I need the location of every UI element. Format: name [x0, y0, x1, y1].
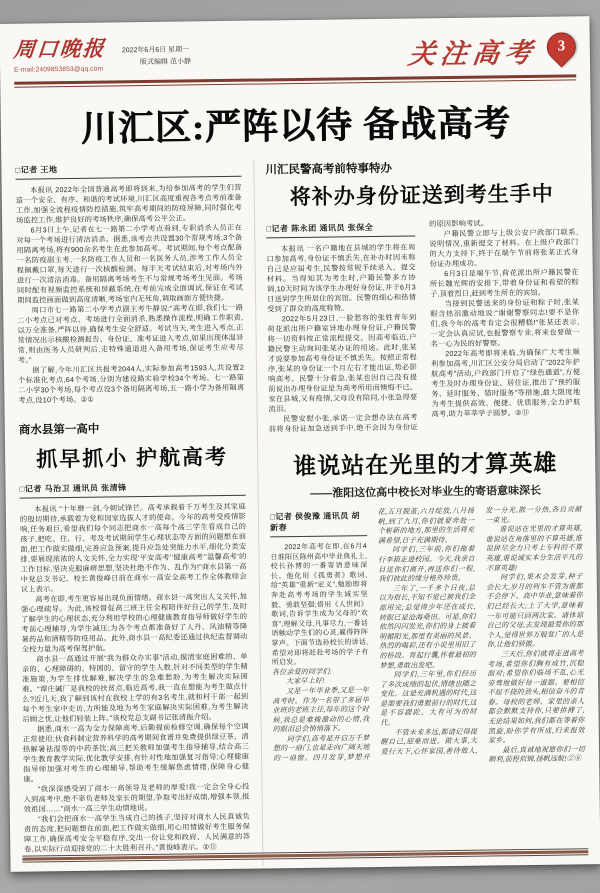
- masthead-date: 2022年6月6日 星期一: [121, 46, 190, 55]
- left-column: [15, 160, 250, 869]
- paragraph: 2022年高考在即,在6月4日淮阳区陈州高中毕业典礼上,校长孙博的一番寄语意味深长。他化用《孤勇者》歌词,给“英雄”重新“定义”,勉励即将奔赴高考考场的学生诚实坚毅、勇敢坚强;借用《人世间》歌词,告诉学生成为父母的“欢喜”,理解父母,凡事尽力,一番话语触动学生们的心灵,赢得阵阵掌声。下面节选孙校长的讲话,希望对即将赶赴考场的学子有所启发。: [270, 543, 369, 667]
- paragraph: 商水县一高通过开展“我为群众办实事”活动,摸清家庭困难的、单亲的、心理障碍的、特困的、留守的学生人数,针对不同类型的学生精准施策,为学生排忧解难,解决学生的急难愁盼,为考生解决实际困难。“谭庄碱厂是我校的扶贫点,临近高考,我一直在想能为考生做点什么?近几天,我了解到该村在我校上学的有3名考生,就和村干部一起到每个考生家中走访,力所能及地为考生家庭解决实际困难,为考生解决后顾之忧,让他们轻装上阵。”该校党总支副书记张清振介绍。: [21, 651, 249, 724]
- letter-paragraph: 大家早上好!: [286, 677, 325, 686]
- byline: □记者 侯俊豫 通讯员 胡新春: [270, 510, 367, 537]
- article-principal-speech: [269, 444, 585, 768]
- paragraph: 据了解,今年川汇区共报考2044人,实际参加高考1593人,共设置2个标准化考点,64个考场,分别为建设路实验学校34个考场、七一路第二小学30个考场,每个考点设3个备用隔离考场,五一路小学为备用隔离考点,设10个考场。②①: [18, 362, 245, 405]
- article-body-two-columns: [266, 217, 581, 434]
- page-number: 3: [557, 38, 566, 55]
- masthead-email: E-mail:2409853853@qq.com: [14, 65, 104, 74]
- paragraph: 周口市七一路第二小学考点副主考牛静说:“高考在即,我们七一路二小考点已对考点、考场进行全面消杀,熟悉操作流程,明确工作职责,以万全准备,严阵以待,确保考生安全舒适。考试当天,考生进入考点,正常情况出示核酸检测报告、身份证、准考证进入考点,如果出现体温异常,则由医务人员研判后,走特殊通道进入备用考场,保证考生应考尽考。”: [17, 302, 244, 365]
- letter-paragraph: 又是一年毕业季,又是一年高考时。作为一名带了多届毕业班的老班主任,每年的这个时候,我总是难掩激动的心情,我的眼泪总会悄悄落下。: [272, 686, 370, 734]
- article-headline: 将补办身份证送到考生手中: [289, 182, 554, 210]
- page-number-pin-icon: [541, 27, 582, 68]
- paragraph: 当接到民警送来的身份证和粽子时,张某眼含热泪激动地说:“谢谢警察同志!要不是你们,我今年的高考肯定会很糟糕!”张某还表示,一定会认真应试,也报警察专业,将来也要做一名一心为民的好警察。: [430, 297, 580, 349]
- letter-paragraph: 三天后,你们就将走进高考考场,希望你们胸有成竹,沉稳面对;希望你们临场不乱,心无旁骛地做好每一道题。要相信不屈不挠的劲头,相信奋斗的青春。母校的老师、家里的亲人都会默默支持你,只要拼搏了,无论结果如何,我们都在等着你凯旋,盼你学有所成,归来报效家乡。: [487, 649, 585, 745]
- article-body: [16, 183, 245, 406]
- article-kicker: 商水县第一高中: [18, 423, 100, 437]
- letter-paragraph: 同学们,三年前,你们拖着行李箱走进校园。今天,我亲自目送你们离开,再送你们一程,我们彼此的缘分格外珍贵。: [378, 545, 476, 584]
- letter-paragraph: 同学们,果木会发芽,种子会长大,岁月的列车不管为谁都不会停下。高中毕业,意味着你们已经长大;上了大学,意味着一年可能只回两次家。请体谅自己的父母,去发现最爱你的那个人,觉得世界万般宽广的人是你,让他们骄傲。: [486, 572, 584, 649]
- letter-paragraph: 同学们,三年里,你们经历了多次成绩的起伏,情绪也随之变化。这是充满机遇的时代,这是需要我们勇毅前行的时代,这是不容蹉跎、大有可为的时代。: [379, 669, 477, 728]
- masthead-editor: 版式编辑 范小静: [139, 58, 191, 66]
- article-shangshui-no1-high: [19, 419, 251, 855]
- newspaper-logo: 周口晚报: [12, 36, 107, 62]
- page-content: [15, 155, 586, 868]
- paragraph: 2022年5月23日,一脸愁容的张姓青年到荷花派出所户籍室异地办理身份证,户籍民警将一切资料按正常流程提交。因高考临近,户籍民警主动询问张某办证的用途。此时,张某才说要参加高考身份证不慎丢失。按照正常程序,张某的身份证一个月左右才能出证,势必影响高考。民警十分着急,张某也因自己没有提前说出办理身份证是为高考所用而懊悔不已。家在县城,又有疫情,父母没有陪同,小张急得要流泪。: [267, 312, 418, 414]
- article-headline: 抓早抓小 护航高考: [36, 445, 229, 472]
- article-chuanhui-district: [15, 162, 244, 406]
- masthead-logo-block: [14, 33, 107, 74]
- article-headline: 谁说站在光里的才算英雄: [293, 449, 558, 480]
- letter-paragraph: 三年了,一千多个日夜,总以为很长,不知不觉已被我们全部用完;总觉得少年还在成长,转眼已是沧海桑田。可是,你们依然闪闪发光,你们的身上披着明媚阳光,那里有美丽的风景、热烈的喝彩,还有小说里用旧了的桥段。背起行囊,怀着最初的梦想,勇敢出发吧。: [378, 583, 477, 670]
- article-id-card-delivery: [265, 157, 581, 434]
- section-title: 关注高考: [406, 37, 539, 70]
- paragraph: 本报讯 一名户籍地在县城的学生将在周口参加高考,身份证不慎丢失,在补办时因未称自己是应届考生,民警按常规手续录入、提交材料。当得知其为考生时,户籍民警多方协调,10天时间为该学生办理好身份证,并于6月3日送到学生所居住的宾馆。民警的细心和热情受到了群众的高度称赞。: [266, 242, 417, 314]
- paragraph: 高考在即,考生更容易出现负面情绪。商水县一高突出人文关怀,加强心理疏导。为此,该校督促高三班主任全程陪伴好自己的学生,及时了解学生的心理状态,充分利用学校的心理健康教育指导师做好学生的考前心理辅导,为学生减压;为各个考点都准备好了人丹、风油精等降暑药品和酒精等防疫用品。此外,商水县一高纪委还通过执纪监督调动全校力量为高考保驾护航。: [21, 591, 248, 654]
- letter-paragraph: 最后,真诚地祝愿你们一切顺利,前程似锦,扬帆远航!②⑧: [488, 745, 586, 764]
- byline: □记者 马治卫 通讯员 张清锋: [19, 481, 245, 499]
- letter-paragraph: 不管未来多远,都请记得提醒自己,迎难而进。做大事,大爱行天下,心怀家国,善待他人,发一分光,散一分热,各自贡献一束光。: [380, 505, 582, 756]
- paragraph: 6月3日是端午节,荷花派出所户籍民警在所长魏光辉的安排下,带着身份证和看望的粽子,顶着烈日,赶到考生所在的宾馆。: [429, 267, 579, 299]
- article-kicker: 川汇民警高考前特事特办: [265, 162, 392, 177]
- paragraph: 户籍民警立即与上级公安户政部门联系,说明情况,重新提交了材料。在上级户政部门的大力支持下,终于在端午节前将张某正式身份证办理成功。: [429, 227, 579, 269]
- newspaper-page: [0, 16, 600, 872]
- byline: □记者 王地: [15, 162, 241, 180]
- paragraph: 2022年高考即将来临,为确保广大考生顺利参加高考,川汇区公安分局启动了“2022年护航高考”活动,户政部门开启了“绿色通道”,方便考生及时办理身份证、居住证,推出了“预约服务、延时服务、错时服务”等措施,最大限度地为考生提供高效、便捷、优质服务,全力护航高考,助力莘莘学子圆梦。②⑪: [430, 347, 581, 419]
- letter-salutation: 各位亲爱的同学们:: [271, 667, 333, 677]
- paragraph: 民警安慰小张,承诺一定会想办法在高考前将身份证加急送到手中,绝不会因为身份证的原因影响考试。: [268, 218, 489, 434]
- paragraph: 6月3日上午,记者在七一路第二小学考点看到,专职消杀人员正在对每一个考场进行清洁消杀。据悉,该考点共设置30个常规考场,3个备用隔离考场,将有900余名考生在此参加高考。考试期间,每个考点配备一名防疫副主考,一名防疫工作人员和一名医务人员,涉考工作人员全程佩戴口罩,每天进行一次核酸检测。每半天考试结束后,对考场内外进行一次清洁消毒。备用隔离考场考生不与常规考场考生见面。考场同时配有视频监控系统和屏蔽系统,在考前完成全面调试,保证在考试期间监控画面做到高度清晰,考场室内无死角,调取画面方便快捷。: [16, 222, 244, 305]
- paragraph: 本报讯 2022年全国普通高考即将到来,为给参加高考的学生们营造一个安全、有序、和谐的考试环境,川汇区高度重视各考点考前准备工作,加强全流程疫情防控措施,筑牢高考期间的防疫屏障,同时强化考场监控工作,维护良好的考场秩序,确保高考公平公正。: [15, 182, 242, 225]
- masthead: [14, 26, 577, 79]
- banner-headline: 川汇区:严阵以待 备战高考: [80, 103, 512, 149]
- paragraph: “我们会把商水一高学生当成自己的孩子,坚持对商水人民真诚负责的态度,把问题想在前面,把工作做实做细,用心用情做好考生服务保障工作,确保高考安全平稳有序,交出一份让党和政府、人民满意的答卷,以实际行动迎接党的二十大胜利召开。”黄俊峰表示。②⑪: [23, 811, 251, 854]
- masthead-date-block: [122, 44, 191, 69]
- section-header: [406, 30, 576, 71]
- article-subtitle: ——淮阳这位高中校长对毕业生的寄语意味深长: [310, 484, 542, 500]
- article-body: [20, 502, 251, 855]
- letter-paragraph: 谁说站在光里的才算英雄,谁说站在角落里的不算英雄,谁说拼尽全力只考上专科的不算英雄,谁说诚实本分生活平凡的不算英雄!: [485, 524, 583, 573]
- letter-paragraph: 同学们,高考是开启万千梦想的一扇门,也是走向广阔天地的一扇窗。四月发芽,梦想开花,五月脱茧,六月绽放,八月扬帆,到了九月,你们就要奔赴一个崭新的地方,那里的生活将充满希望,日子充满期待。: [272, 506, 475, 763]
- article-body-three-columns: [270, 505, 585, 768]
- paragraph: 据悉,商水一高为全力保障高考,后勤提前检修空调,确保每个空调正常使用;伙食科制定营养科学的高考期间食谱并免费提供绿豆茶、清热解暑祛湿等的中药茶饮;高三把关教师加强考生指导辅导,结合高三学生教育教学实际,优化教学安排,有针对性地加强复习指导;心理健康指导师加强对考生的心理辅导,帮助考生缓解焦虑情绪,保障身心健康。: [22, 721, 250, 784]
- paragraph: 本报讯 “十年磨一剑,今朝试锋芒。高考承载着千万考生及其家庭的殷切期待,承载着为党和国家选拔人才的使命。今年的高考受疫情影响,任务艰巨,希望我们每个同志把商水一高每个高三学生看成自己的孩子,把吃、住、行、考及考试期间学生心理状态等方面的问题想在前面,把工作做实做细,完善应急预案,提升应急处突能力水平,细化分类安排,要展现浓浓的人文关怀,全力实现‘平安高考’‘健康高考’‘温馨高考’的工作目标,坚决克服麻痹思想,坚决杜绝不作为、乱作为!”商水县第一高中党总支书记、校长黄俊峰日前在商水一高安全高考工作全体教师会议上表示。: [19, 501, 247, 594]
- right-column: [253, 155, 586, 865]
- paragraph: “我深深感受到了商水一高领导及老师的厚爱!我一定会全身心投入到高考中,绝不辜负老师及家长的期望,争取考出好成绩,增强本领,报效祖国……”商水一高三学生动情地说。: [23, 781, 250, 814]
- byline: □记者 陈永团 通讯员 张保全: [266, 221, 415, 238]
